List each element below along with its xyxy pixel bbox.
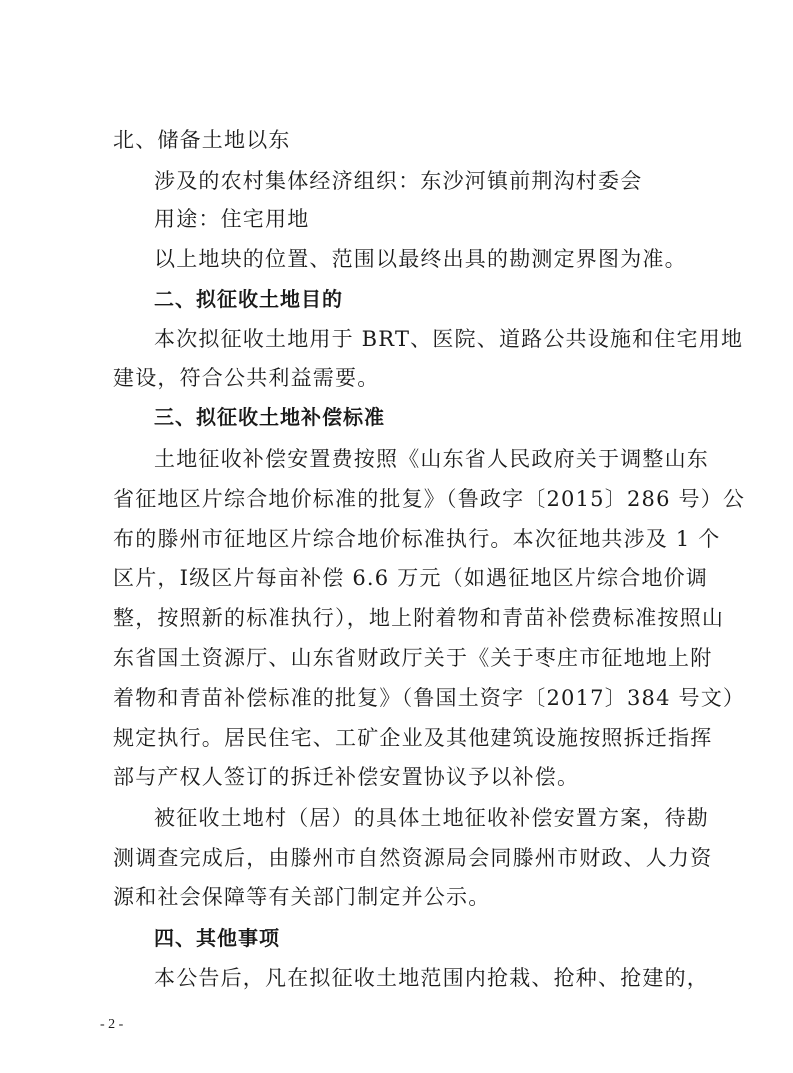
text-line: 涉及的农村集体经济组织：东沙河镇前荆沟村委会 [154, 169, 643, 193]
section-heading-purpose: 二、拟征收土地目的 [154, 287, 343, 311]
text-line: 整，按照新的标准执行），地上附着物和青苗补偿费标准按照山 [113, 606, 725, 630]
text-line: 规定执行。居民住宅、工矿企业及其他建筑设施按照拆迁指挥 [113, 726, 713, 750]
text-line: 建设，符合公共利益需要。 [113, 366, 380, 390]
text-line: 着物和青苗补偿标准的批复》（鲁国土资字〔2017〕384 号文） [113, 686, 746, 710]
text-line: 省征地区片综合地价标准的批复》（鲁政字〔2015〕286 号）公 [113, 487, 746, 511]
text-line: 测调查完成后，由滕州市自然资源局会同滕州市财政、人力资 [113, 846, 713, 870]
page-number: - 2 - [100, 1017, 124, 1032]
text-line: 被征收土地村（居）的具体土地征收补偿安置方案，待勘 [154, 806, 709, 830]
text-line: 区片，Ⅰ级区片每亩补偿 6.6 万元（如遇征地区片综合地价调 [113, 566, 709, 590]
text-line: 土地征收补偿安置费按照《山东省人民政府关于调整山东 [154, 447, 709, 471]
text-line: 东省国土资源厅、山东省财政厅关于《关于枣庄市征地地上附 [113, 646, 713, 670]
text-line: 本次拟征收土地用于 BRT、医院、道路公共设施和住宅用地 [154, 327, 744, 351]
text-line: 用途：住宅用地 [154, 207, 310, 231]
text-line: 部与产权人签订的拆迁补偿安置协议予以补偿。 [113, 765, 580, 789]
text-line: 源和社会保障等有关部门制定并公示。 [113, 885, 491, 909]
text-line: 本公告后，凡在拟征收土地范围内抢栽、抢种、抢建的， [154, 966, 709, 990]
text-line: 以上地块的位置、范围以最终出具的勘测定界图为准。 [154, 247, 687, 271]
text-line: 布的滕州市征地区片综合地价标准执行。本次征地共涉及 1 个 [113, 527, 721, 551]
section-heading-other-matters: 四、其他事项 [154, 926, 280, 950]
text-line: 北、储备土地以东 [113, 128, 291, 152]
section-heading-compensation: 三、拟征收土地补偿标准 [154, 405, 385, 429]
